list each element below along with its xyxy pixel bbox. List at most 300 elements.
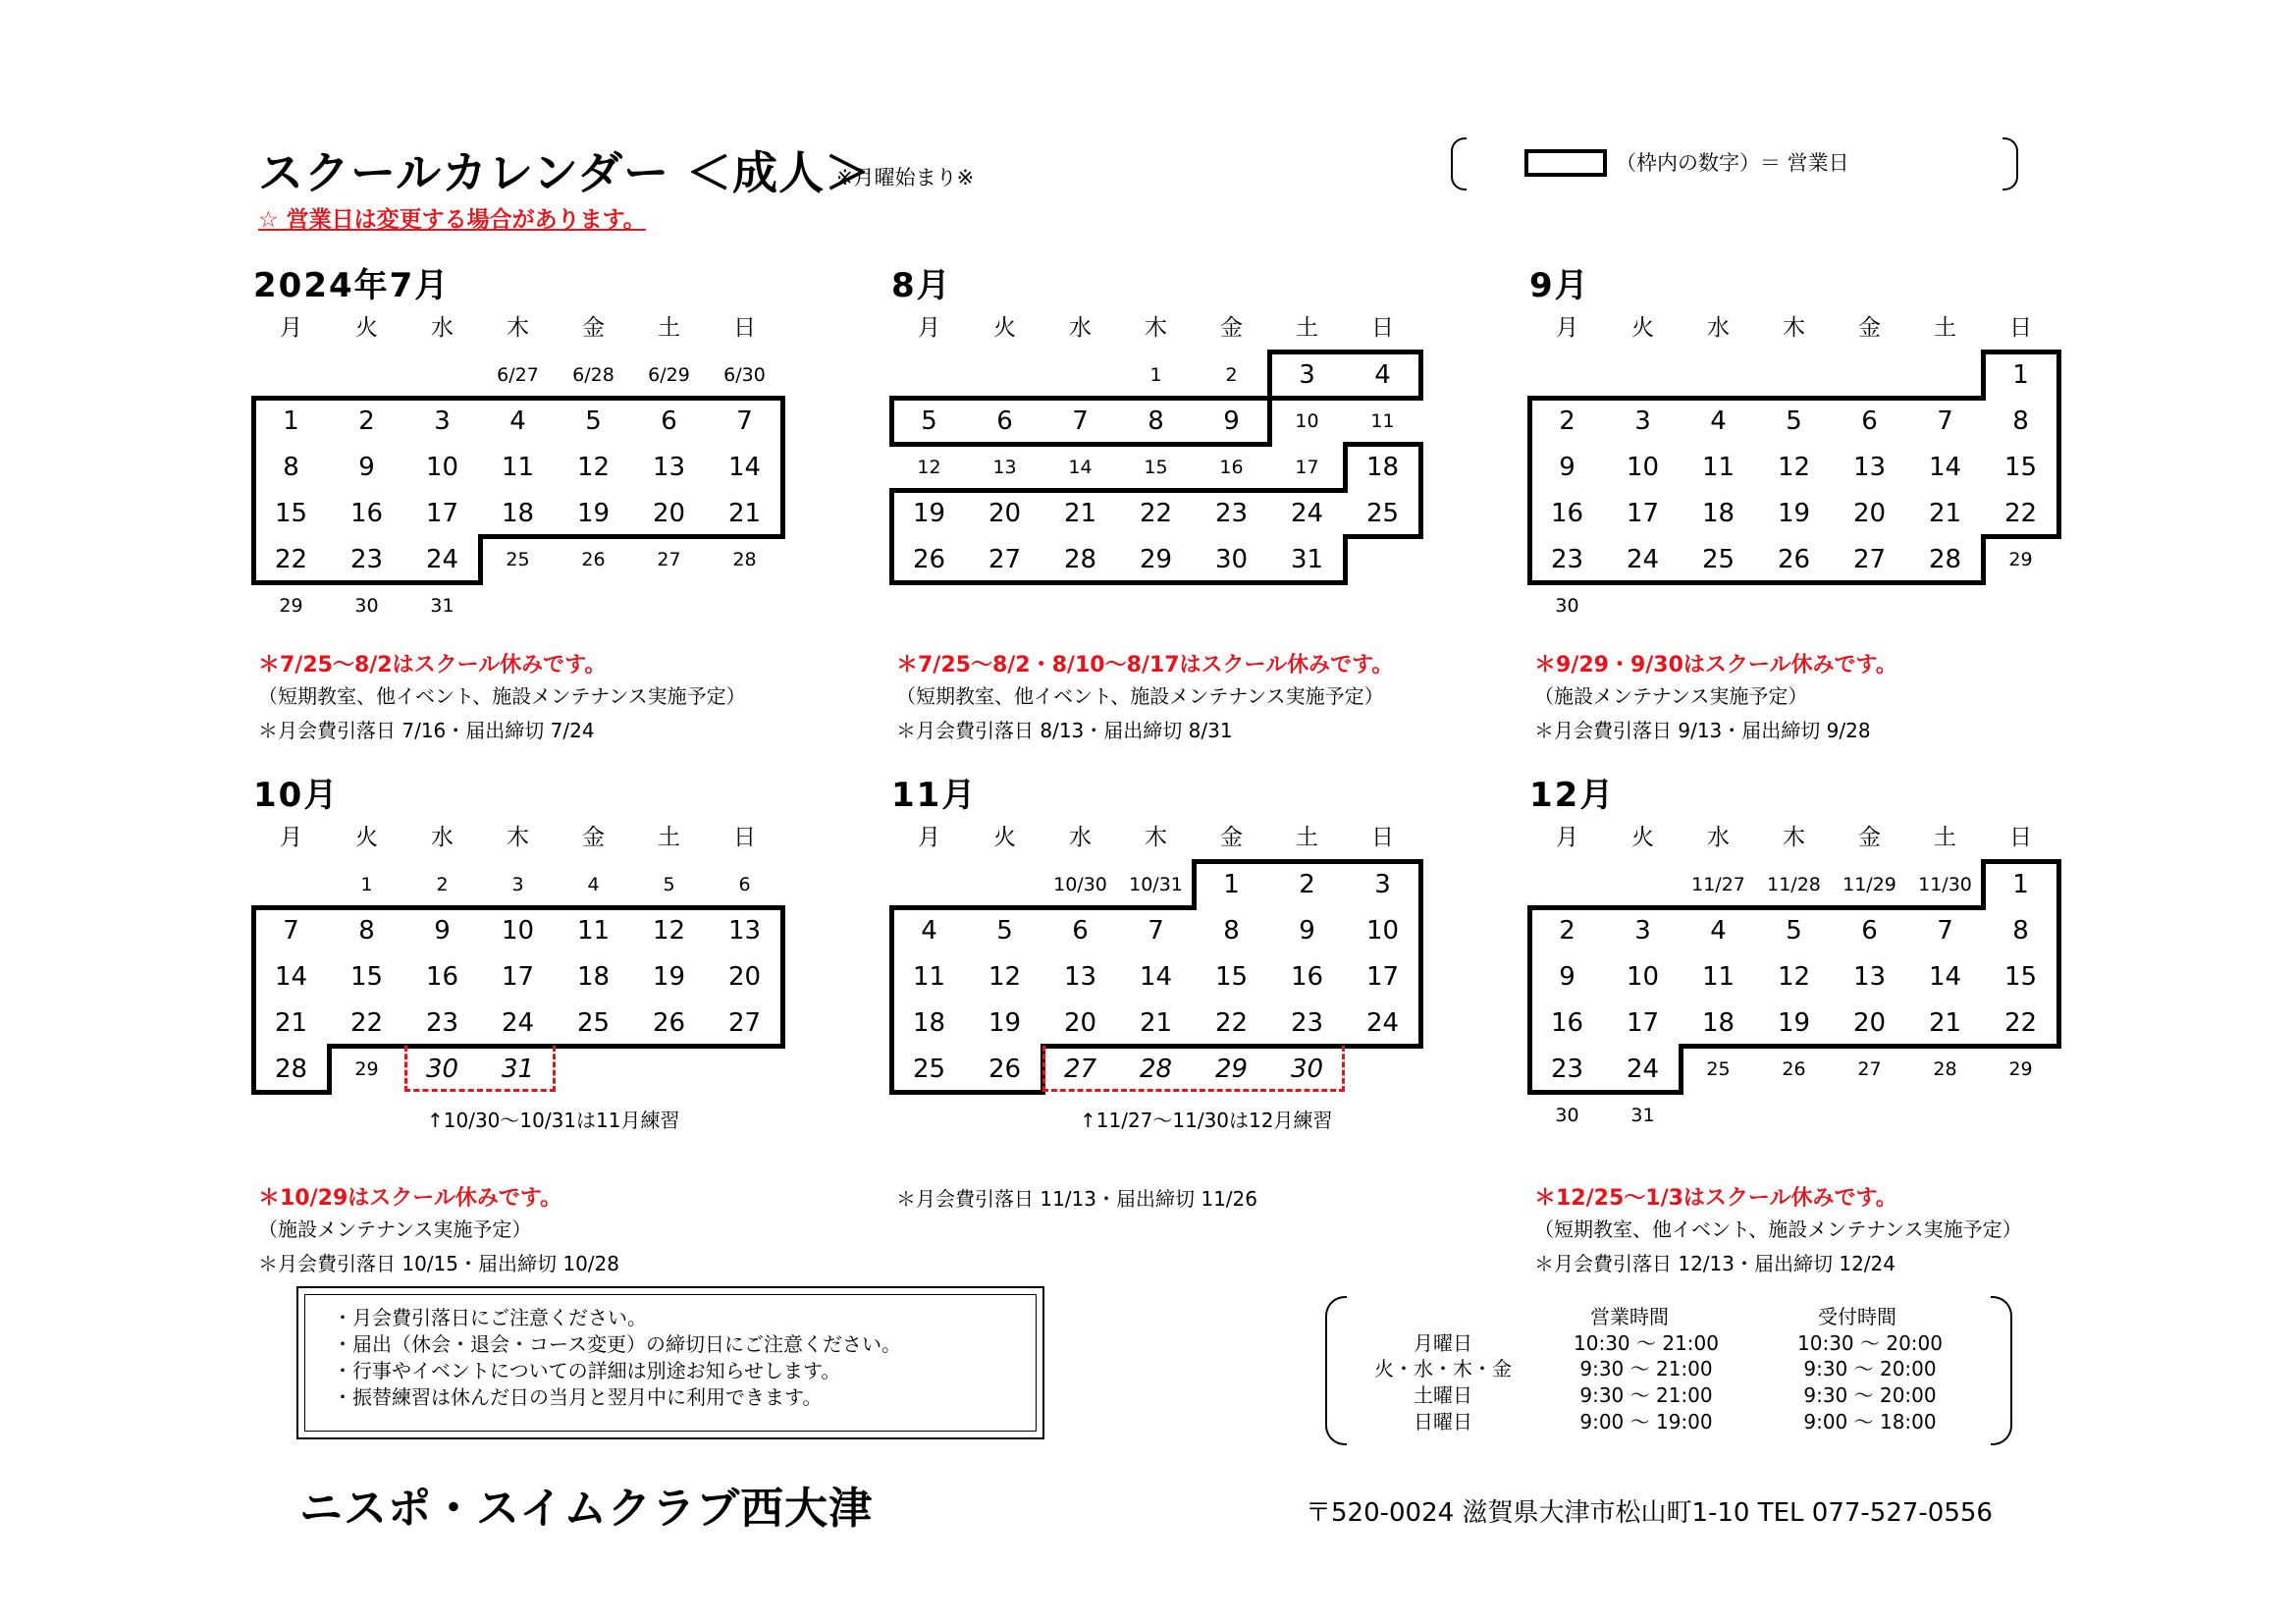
frame-border [889,488,894,539]
frame-border [2056,442,2061,493]
calendar-day: 29 [2008,1057,2033,1080]
frame-border [1905,580,1986,585]
calendar-day: 11/27 [1691,873,1745,895]
frame-border [251,396,256,447]
calendar-day-open: 23 [349,544,384,574]
calendar-day-open: 28 [274,1054,308,1084]
calendar-day-open: 15 [274,498,308,528]
calendar-day-open: 15 [1214,961,1249,992]
december-closure-note: ＊12/25～1/3はスクール休みです。 [1534,1186,1897,1211]
frame-border [554,534,634,539]
frame-border [1192,488,1272,493]
calendar-day-open: 9 [434,915,451,946]
frame-border [1679,396,1759,401]
calendar-day-open: 17 [425,498,459,528]
frame-border [629,905,710,910]
frame-border [965,396,1045,401]
calendar-day-open: 11 [1701,961,1735,992]
frame-border [1041,396,1121,401]
frame-border [1418,350,1423,401]
weekday-label: 木 [507,825,529,850]
calendar-day: 28 [732,548,757,570]
frame-border [1603,580,1683,585]
frame-border [1679,1044,1759,1049]
frame-border [1527,905,1608,910]
frame-border [1343,350,1423,354]
calendar-day-open: 17 [501,961,535,992]
page-title: スクールカレンダー ＜成人＞ [258,146,872,199]
calendar-day: 6/30 [723,363,766,386]
calendar-day: 2 [1225,363,1238,386]
calendar-day-open: 23 [1290,1007,1324,1038]
legend-text: （枠内の数字）＝ 営業日 [1616,151,1849,175]
october-arrow-note: ↑10/30～10/31は11月練習 [427,1109,680,1132]
calendar-day: 6/29 [648,363,690,386]
weekday-label: 日 [1371,825,1394,850]
weekday-label: 土 [1934,825,1956,850]
calendar-day-open: 5 [921,406,937,436]
calendar-day-open: 21 [274,1007,308,1038]
calendar-day-open: 8 [2012,915,2029,946]
weekday-label: 水 [1069,315,1092,341]
calendar-day-open: 9 [358,452,375,482]
calendar-day-open: 15 [2003,961,2038,992]
frame-border [1267,350,1272,401]
calendar-day-open: 20 [1852,498,1887,528]
calendar-day-open: 31 [1290,544,1324,574]
notice-text: ☆ 営業日は変更する場合があります。 [258,207,646,233]
frame-border [1527,951,1532,1002]
calendar-day-open: 26 [988,1054,1022,1084]
frame-border [1343,396,1423,401]
calendar-day-open: 23 [1214,498,1249,528]
september-notes [1534,648,1897,743]
calendar-day-open: 4 [509,406,526,436]
calendar-day: 11/28 [1767,873,1821,895]
info-line: ・届出（休会・退会・コース変更）の締切日にご注意ください。 [333,1332,901,1356]
frame-border [1981,350,1986,401]
frame-border [1905,905,1986,910]
weekday-label: 土 [658,315,680,341]
september-closure-note: ＊9/29・9/30はスクール休みです。 [1534,653,1897,677]
calendar-day-open: 24 [1365,1007,1400,1038]
frame-border [2056,951,2061,1002]
frame-border [780,905,785,956]
info-box [296,1286,1044,1439]
calendar-day-open: 24 [1626,544,1660,574]
calendar-day: 16 [1219,456,1244,478]
frame-border [1679,905,1759,910]
calendar-day: 6 [738,873,751,895]
frame-border [1830,905,1910,910]
frame-border [478,534,483,585]
calendar-day-open: 14 [1139,961,1173,992]
hours-day: 土曜日 [1414,1383,1472,1407]
frame-border [889,998,894,1049]
frame-border [1527,396,1608,401]
calendar-day-open: 9 [1559,452,1575,482]
calendar-day-open: 22 [2003,1007,2038,1038]
calendar-day-open: 18 [1365,452,1400,482]
calendar-day-open: 22 [349,1007,384,1038]
calendar-day-open: 16 [1290,961,1324,992]
frame-border [251,905,256,956]
calendar-day-open: 17 [1626,498,1660,528]
info-line: ・月会費引落日にご注意ください。 [333,1306,647,1329]
october-note-1: （施設メンテナンス実施予定） [258,1218,532,1241]
frame-border [1981,534,2061,539]
frame-border [965,442,1045,447]
frame-border [554,396,634,401]
frame-border [1981,534,1986,585]
frame-border [1603,1090,1683,1095]
month-title: 11月 [891,776,978,815]
calendar-day-open: 7 [1937,915,1953,946]
weekday-label: 木 [1145,315,1167,341]
calendar-day: 25 [1706,1057,1731,1080]
calendar-day: 30 [1290,1054,1324,1084]
hours-business: 9:30 ～ 21:00 [1579,1383,1713,1407]
calendar-day-open: 9 [1559,961,1575,992]
frame-border [1267,350,1348,354]
calendar-day: 10/31 [1129,873,1183,895]
calendar-day-open: 18 [1701,1007,1735,1038]
legend-frame-sample [1524,149,1607,177]
hours-header-business: 営業時間 [1590,1305,1669,1328]
hours-day: 日曜日 [1414,1410,1472,1434]
calendar-day-open: 8 [358,915,375,946]
frame-border [1041,442,1121,447]
frame-border [2056,998,2061,1049]
frame-border [1343,534,1348,585]
calendar-day-open: 3 [1634,406,1651,436]
calendar-day: 29 [2008,548,2033,570]
frame-border [1418,905,1423,956]
frame-border [1267,580,1348,585]
calendar-day: 14 [1068,456,1093,478]
weekday-label: 月 [1556,315,1578,341]
calendar-day-open: 13 [652,452,686,482]
frame-border [327,905,407,910]
frame-border [1527,488,1532,539]
weekday-label: 火 [993,315,1016,341]
frame-border [1527,905,1532,956]
weekday-label: 金 [1858,825,1881,850]
weekday-label: 金 [1220,825,1243,850]
frame-border [1527,534,1532,585]
calendar-day-open: 11 [912,961,946,992]
calendar-day: 26 [1782,1057,1806,1080]
calendar-day-open: 9 [1299,915,1315,946]
calendar-day: 6/27 [497,363,539,386]
frame-border [1418,488,1423,539]
month-title: 2024年7月 [253,266,451,305]
calendar-day-open: 19 [1777,498,1811,528]
calendar-day-open: 18 [576,961,611,992]
frame-border [1603,396,1683,401]
calendar-day-open: 21 [1928,1007,1962,1038]
frame-border [1603,905,1683,910]
calendar-day-open: 28 [1063,544,1097,574]
november-arrow-note: ↑11/27～11/30は12月練習 [1080,1109,1333,1132]
weekday-label: 日 [733,825,756,850]
calendar-day: 5 [663,873,675,895]
frame-border [780,998,785,1049]
calendar-day-open: 2 [1559,406,1575,436]
frame-border [1981,350,2061,354]
frame-border [965,580,1045,585]
calendar-day-open: 18 [501,498,535,528]
calendar-day: 29 [1214,1054,1249,1084]
calendar-day: 30 [425,1054,459,1084]
frame-border [251,1044,256,1095]
frame-border [1267,488,1348,493]
calendar-day-open: 26 [652,1007,686,1038]
frame-border [889,1090,970,1095]
frame-border [889,1044,894,1095]
hours-reception: 9:30 ～ 20:00 [1803,1357,1937,1380]
frame-border [1754,905,1835,910]
calendar-day: 17 [1295,456,1319,478]
frame-border [251,442,256,493]
weekday-label: 火 [1631,825,1654,850]
frame-border [889,905,970,910]
calendar-day-open: 4 [1710,406,1727,436]
frame-border [1343,442,1348,493]
practice-dashed-frame [1042,1046,1345,1092]
calendar-day-open: 1 [1223,869,1240,899]
frame-border [1192,580,1272,585]
calendar-day-open: 21 [1063,498,1097,528]
frame-border [1527,442,1532,493]
frame-border [889,442,970,447]
weekday-label: 日 [2009,315,2032,341]
practice-dashed-frame [404,1046,556,1092]
calendar-day: 25 [506,548,530,570]
weekday-label: 土 [658,825,680,850]
calendar-day-open: 23 [1550,1054,1584,1084]
calendar-day-open: 30 [1214,544,1249,574]
weekday-label: 月 [280,315,302,341]
frame-border [327,580,407,585]
calendar-day-open: 13 [1063,961,1097,992]
frame-border [705,1044,785,1049]
hours-business: 9:00 ～ 19:00 [1579,1410,1713,1434]
frame-border [1343,442,1423,447]
weekday-label: 月 [918,315,940,341]
calendar-day-open: 28 [1928,544,1962,574]
august-note-2: ＊月会費引落日 8/13・届出締切 8/31 [896,719,1233,742]
calendar-day-open: 25 [912,1054,946,1084]
frame-border [889,488,970,493]
weekday-label: 水 [1707,825,1730,850]
frame-border [1754,396,1835,401]
calendar-day-open: 6 [1861,406,1878,436]
frame-border [965,905,1045,910]
frame-border [2056,859,2061,910]
weekday-label: 土 [1296,825,1318,850]
hours-table [1325,1296,2012,1445]
weekday-label: 金 [1858,315,1881,341]
frame-border [327,1044,407,1049]
calendar-day-open: 27 [1852,544,1887,574]
calendar-day-open: 7 [283,915,299,946]
calendar-day-open: 5 [1786,406,1802,436]
hours-reception: 9:00 ～ 18:00 [1803,1410,1937,1434]
frame-border [1754,580,1835,585]
calendar-day-open: 25 [1365,498,1400,528]
weekday-label: 金 [1220,315,1243,341]
hours-business: 10:30 ～ 21:00 [1574,1331,1719,1355]
frame-border [402,580,483,585]
frame-border [1116,442,1197,447]
calendar-day-open: 18 [1701,498,1735,528]
hours-right-bracket [1991,1296,2012,1445]
calendar-day-open: 18 [912,1007,946,1038]
month-title: 12月 [1529,776,1616,815]
hours-header-reception: 受付時間 [1818,1305,1896,1328]
hours-day: 月曜日 [1414,1331,1472,1355]
calendar-day-open: 1 [283,406,299,436]
legend-right-bracket [2002,137,2018,190]
frame-border [327,396,407,401]
calendar-day-open: 22 [1214,1007,1249,1038]
frame-border [402,905,483,910]
calendar-day-open: 15 [2003,452,2038,482]
calendar-day-open: 20 [652,498,686,528]
calendar-day-open: 4 [1374,359,1391,390]
frame-border [1905,396,1986,401]
frame-border [1679,1044,1683,1095]
frame-border [780,396,785,447]
frame-border [478,905,559,910]
calendar-day-open: 8 [1223,915,1240,946]
weekday-label: 月 [918,825,940,850]
calendar-day: 2 [436,873,449,895]
calendar-day-open: 4 [1710,915,1727,946]
calendar-day-open: 7 [736,406,753,436]
frame-border [889,580,970,585]
calendar-day: 10 [1295,409,1319,432]
calendar-day-open: 16 [1550,1007,1584,1038]
frame-border [1830,580,1910,585]
december-note-1: （短期教室、他イベント、施設メンテナンス実施予定） [1534,1218,2022,1241]
calendar-day-open: 6 [1861,915,1878,946]
frame-border [780,442,785,493]
calendar-day-open: 20 [727,961,762,992]
weekday-label: 火 [993,825,1016,850]
hours-left-bracket [1325,1296,1347,1445]
calendar-day: 3 [511,873,524,895]
calendar-day-open: 10 [501,915,535,946]
calendar-day-open: 14 [727,452,762,482]
frame-border [1192,859,1272,864]
frame-border [1527,1090,1608,1095]
frame-border [478,396,559,401]
frame-border [554,905,634,910]
frame-border [1267,859,1348,864]
calendar-day-open: 26 [912,544,946,574]
calendar-day-open: 5 [585,406,602,436]
frame-border [965,1090,1045,1095]
legend [1451,137,2018,190]
calendar-day-open: 19 [988,1007,1022,1038]
calendar-day: 4 [587,873,600,895]
frame-border [1527,1044,1532,1095]
calendar-day-open: 10 [425,452,459,482]
calendar-day: 10/30 [1053,873,1107,895]
calendar-day-open: 3 [434,406,451,436]
calendar-day-open: 2 [1559,915,1575,946]
calendar-day-open: 21 [1928,498,1962,528]
calendar-day-open: 16 [425,961,459,992]
calendar-day-open: 8 [1148,406,1164,436]
club-name: ニスポ・スイムクラブ西大津 [299,1484,874,1534]
frame-border [1041,905,1121,910]
frame-border [2056,905,2061,956]
calendar-day-open: 10 [1626,961,1660,992]
month-december [1529,768,2059,1229]
calendar-day-open: 13 [727,915,762,946]
frame-border [1192,442,1272,447]
frame-border [1527,998,1532,1049]
calendar-day: 28 [1139,1054,1173,1084]
calendar-day-open: 23 [1550,544,1584,574]
frame-border [2056,396,2061,447]
calendar-day-open: 22 [1139,498,1173,528]
calendar-day-open: 20 [988,498,1022,528]
weekday-label: 日 [1371,315,1394,341]
frame-border [889,534,894,585]
month-october [253,768,783,1229]
august-note-1: （短期教室、他イベント、施設メンテナンス実施予定） [896,684,1384,708]
july-note-1: （短期教室、他イベント、施設メンテナンス実施予定） [258,684,746,708]
frame-border [2056,488,2061,539]
calendar-day-open: 24 [501,1007,535,1038]
info-line: ・振替練習は休んだ日の当月と翌月中に利用できます。 [333,1385,823,1409]
frame-border [1192,859,1197,910]
calendar-day-open: 24 [1290,498,1324,528]
calendar-day: 28 [1933,1057,1957,1080]
weekday-label: 火 [1631,315,1654,341]
calendar-day-open: 22 [2003,498,2038,528]
calendar-day-open: 12 [1777,452,1811,482]
calendar-day-open: 9 [1223,406,1240,436]
legend-left-bracket [1451,137,1467,190]
frame-border [780,488,785,539]
frame-border [1116,488,1197,493]
calendar-day-open: 24 [425,544,459,574]
calendar-day: 27 [657,548,681,570]
weekday-label: 月 [280,825,302,850]
frame-border [1418,442,1423,493]
frame-border [1830,1044,1910,1049]
frame-border [1343,534,1423,539]
weekday-label: 水 [431,825,454,850]
calendar-day-open: 12 [988,961,1022,992]
weekday-label: 月 [1556,825,1578,850]
frame-border [1981,1044,2061,1049]
calendar-day: 1 [360,873,373,895]
calendar-day: 26 [581,548,606,570]
calendar-day: 12 [917,456,941,478]
calendar-day: 31 [1630,1104,1655,1126]
month-title: 9月 [1529,266,1590,305]
calendar-day-open: 14 [1928,961,1962,992]
calendar-day-open: 6 [996,406,1013,436]
calendar-day-open: 16 [349,498,384,528]
frame-border [251,998,256,1049]
